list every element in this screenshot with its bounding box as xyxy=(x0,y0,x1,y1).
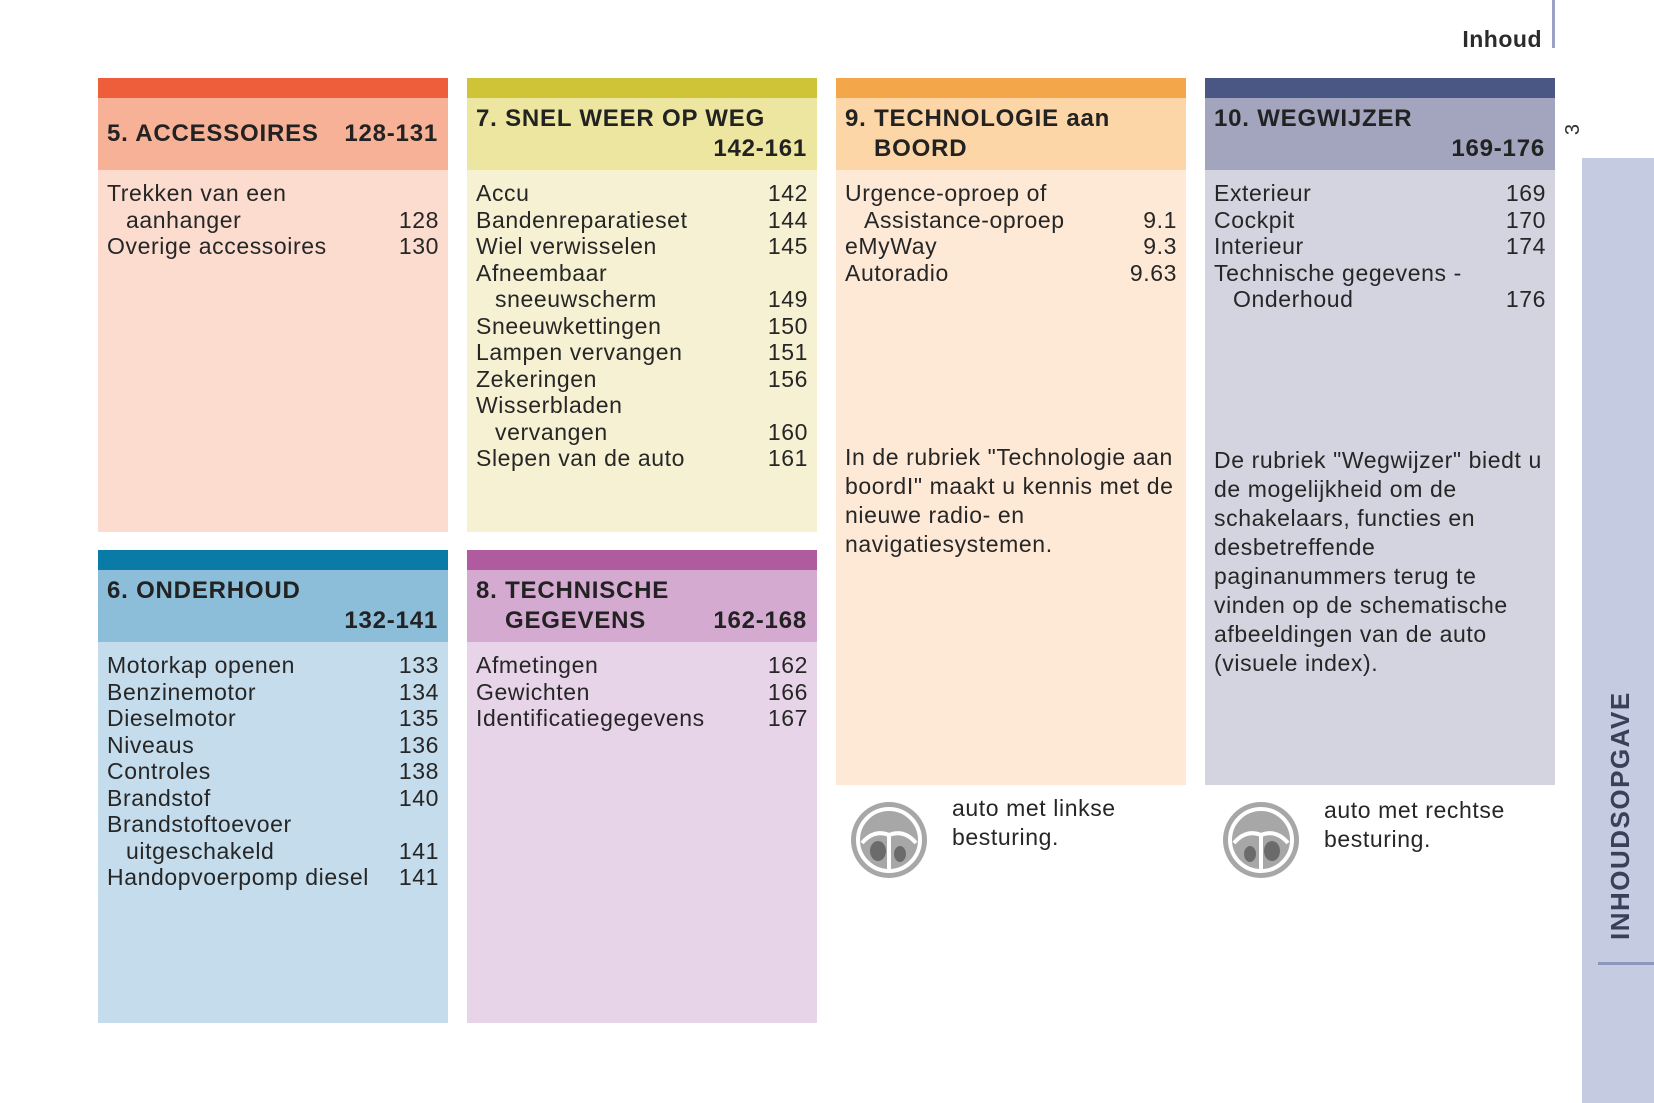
toc-entry-page: 128 xyxy=(398,206,439,233)
toc-entry-label: Accu xyxy=(476,180,530,206)
toc-entry-label: Cockpit xyxy=(1214,206,1295,233)
toc-entry-page: 140 xyxy=(398,784,439,811)
section-technologie-aan-boord xyxy=(836,78,1186,785)
section-onderhoud xyxy=(98,550,448,1023)
section-stripe xyxy=(98,78,448,98)
toc-entry[interactable] xyxy=(845,260,1177,287)
toc-entry-page: 9.1 xyxy=(1143,206,1177,233)
toc-entry[interactable] xyxy=(1214,260,1546,313)
toc-entry-label: Wisserbladen xyxy=(476,392,623,418)
section-title: 10. WEGWIJZER xyxy=(1214,105,1413,132)
toc-entry-page: 130 xyxy=(398,233,439,259)
section-body xyxy=(98,642,448,1023)
section-body xyxy=(1205,170,1555,785)
section-stripe xyxy=(467,550,817,570)
section-note: De rubriek "Wegwijzer" biedt u de mogelijkheid om de schakelaars, functies en desbetreffende paginanummers terug te vinden op de schematische afbeeldingen van de auto (visuele index). xyxy=(1214,446,1542,676)
section-stripe xyxy=(1205,78,1555,98)
section-title-continued: GEGEVENS xyxy=(505,607,647,634)
toc-entry[interactable] xyxy=(107,732,439,759)
side-tab-label: INHOUDSOPGAVE xyxy=(1605,691,1635,940)
section-page-range: 169-176 xyxy=(1451,135,1545,162)
toc-entry-label: Bandenreparatieset xyxy=(476,206,688,233)
toc-entry-label: Motorkap openen xyxy=(107,652,296,678)
toc-entry[interactable] xyxy=(476,679,808,706)
toc-entry[interactable] xyxy=(476,260,808,313)
toc-entry[interactable] xyxy=(476,233,808,260)
toc-entry[interactable] xyxy=(107,811,439,864)
toc-entry-label: eMyWay xyxy=(845,233,938,259)
right-hand-drive-icon xyxy=(1220,799,1302,881)
section-header xyxy=(1205,98,1555,170)
toc-entry-page: 150 xyxy=(767,312,808,339)
toc-entry[interactable] xyxy=(107,180,439,233)
section-header xyxy=(98,570,448,642)
section-header xyxy=(836,98,1186,170)
toc-entry[interactable] xyxy=(107,785,439,812)
header-divider xyxy=(1552,0,1555,48)
toc-entry[interactable] xyxy=(476,180,808,207)
left-hand-drive-icon xyxy=(848,799,930,881)
section-header xyxy=(98,98,448,170)
section-stripe xyxy=(467,78,817,98)
section-title: 5. ACCESSOIRES xyxy=(107,120,319,147)
toc-entry-label: Trekken van een xyxy=(107,180,287,206)
toc-entry-label-continued: aanhanger xyxy=(126,206,242,233)
toc-entry-label-continued: vervangen xyxy=(495,418,608,445)
toc-entry[interactable] xyxy=(476,392,808,445)
toc-entry[interactable] xyxy=(476,339,808,366)
section-body xyxy=(467,170,817,532)
toc-entry-page: 133 xyxy=(398,652,439,678)
toc-entry-label: Niveaus xyxy=(107,731,195,758)
page-header-title: Inhoud xyxy=(1462,26,1542,52)
section-stripe xyxy=(836,78,1186,98)
toc-entry-page: 151 xyxy=(767,339,808,365)
toc-entry-label: Benzinemotor xyxy=(107,678,257,705)
toc-entry[interactable] xyxy=(1214,207,1546,234)
toc-entry-page: 156 xyxy=(767,365,808,392)
toc-entry-page: 166 xyxy=(767,678,808,705)
section-header xyxy=(467,570,817,642)
toc-entry-label-continued: uitgeschakeld xyxy=(126,837,275,864)
toc-entry-page: 142 xyxy=(767,180,808,206)
section-note: In de rubriek "Technologie aan boordI" maakt u kennis met de nieuwe radio- en navigatiesystemen. xyxy=(845,444,1174,557)
toc-entry[interactable] xyxy=(107,233,439,260)
section-snel-weer-op-weg xyxy=(467,78,817,532)
toc-entry[interactable] xyxy=(845,180,1177,233)
right-hand-drive-label: auto met rechtse besturing. xyxy=(1324,797,1505,852)
toc-entry-label: Identificatiegegevens xyxy=(476,705,705,731)
toc-entry[interactable] xyxy=(476,705,808,732)
toc-entry-label: Overige accessoires xyxy=(107,233,327,259)
section-body xyxy=(467,642,817,1023)
toc-entry-page: 141 xyxy=(398,837,439,864)
toc-entry-page: 9.63 xyxy=(1129,259,1177,286)
toc-entry-page: 170 xyxy=(1505,206,1546,233)
toc-entry[interactable] xyxy=(476,313,808,340)
section-title: 7. SNEL WEER OP WEG xyxy=(476,105,766,132)
toc-entry-label: Lampen vervangen xyxy=(476,339,683,365)
section-page-range: 132-141 xyxy=(344,607,438,634)
section-body xyxy=(836,170,1186,785)
toc-entry-label: Gewichten xyxy=(476,678,591,705)
toc-entry[interactable] xyxy=(1214,233,1546,260)
toc-entry-page: 134 xyxy=(398,678,439,705)
toc-entry-page: 9.3 xyxy=(1143,233,1177,259)
section-title: 6. ONDERHOUD xyxy=(107,577,301,604)
section-technische-gegevens xyxy=(467,550,817,1023)
toc-entry-page: 167 xyxy=(767,705,808,731)
section-header xyxy=(467,98,817,170)
toc-entry[interactable] xyxy=(107,705,439,732)
toc-entry-page: 136 xyxy=(398,731,439,758)
page-number: 3 xyxy=(1562,123,1585,136)
section-title-row xyxy=(476,606,807,636)
section-title: 9. TECHNOLOGIE aan xyxy=(845,105,1111,132)
toc-entry-label: Exterieur xyxy=(1214,180,1312,206)
toc-entry-page: 160 xyxy=(767,418,808,445)
toc-entry-label: Afneembaar xyxy=(476,259,608,286)
toc-entry-label: Autoradio xyxy=(845,259,949,286)
toc-entry[interactable] xyxy=(476,366,808,393)
section-title: 8. TECHNISCHE xyxy=(476,577,670,604)
toc-entry-page: 145 xyxy=(767,233,808,259)
toc-entry-label: Technische gegevens - xyxy=(1214,259,1462,286)
left-hand-drive-label: auto met linkse besturing. xyxy=(952,795,1116,850)
toc-entry-label: Interieur xyxy=(1214,233,1304,259)
toc-entry-label: Sneeuwkettingen xyxy=(476,312,662,339)
section-accessoires xyxy=(98,78,448,532)
toc-entry-label: Zekeringen xyxy=(476,365,598,392)
toc-entry[interactable] xyxy=(845,233,1177,260)
section-page-range: 142-161 xyxy=(713,135,807,162)
toc-entry[interactable] xyxy=(107,652,439,679)
toc-entry[interactable] xyxy=(107,679,439,706)
toc-entry-label-continued: sneeuwscherm xyxy=(495,286,657,312)
toc-entry-page: 161 xyxy=(767,445,808,471)
section-stripe xyxy=(98,550,448,570)
toc-entry-page: 141 xyxy=(398,864,439,890)
toc-entry-page: 162 xyxy=(767,652,808,678)
toc-entry-label: Afmetingen xyxy=(476,652,599,678)
toc-entry-label: Brandstof xyxy=(107,784,211,811)
toc-entry-page: 174 xyxy=(1505,233,1546,259)
toc-entry-page: 176 xyxy=(1505,286,1546,312)
toc-entry[interactable] xyxy=(1214,180,1546,207)
toc-entry[interactable] xyxy=(476,652,808,679)
toc-entry[interactable] xyxy=(107,864,439,891)
toc-entry-page: 138 xyxy=(398,758,439,784)
toc-entry-page: 144 xyxy=(767,206,808,233)
toc-entry[interactable] xyxy=(476,445,808,472)
toc-entry[interactable] xyxy=(476,207,808,234)
toc-entry-page: 169 xyxy=(1505,180,1546,206)
toc-entry-label-continued: Assistance-oproep xyxy=(864,206,1065,233)
toc-entry-label: Wiel verwisselen xyxy=(476,233,657,259)
section-body xyxy=(98,170,448,532)
toc-entry-label-continued: Onderhoud xyxy=(1233,286,1354,312)
section-page-range: 162-168 xyxy=(713,607,807,634)
toc-entry-page: 149 xyxy=(767,286,808,312)
toc-entry-label: Handopvoerpomp diesel xyxy=(107,864,369,890)
section-page-range: 128-131 xyxy=(344,120,438,147)
toc-entry-label: Dieselmotor xyxy=(107,705,237,731)
toc-entry-label: Controles xyxy=(107,758,211,784)
section-title-continued: BOORD xyxy=(874,135,968,162)
toc-entry-page: 135 xyxy=(398,705,439,731)
toc-entry[interactable] xyxy=(107,758,439,785)
toc-entry-label: Urgence-oproep of xyxy=(845,180,1047,206)
toc-entry-label: Slepen van de auto xyxy=(476,445,686,471)
toc-entry-label: Brandstoftoevoer xyxy=(107,811,292,837)
section-wegwijzer xyxy=(1205,78,1555,785)
side-tab-divider xyxy=(1598,962,1654,965)
